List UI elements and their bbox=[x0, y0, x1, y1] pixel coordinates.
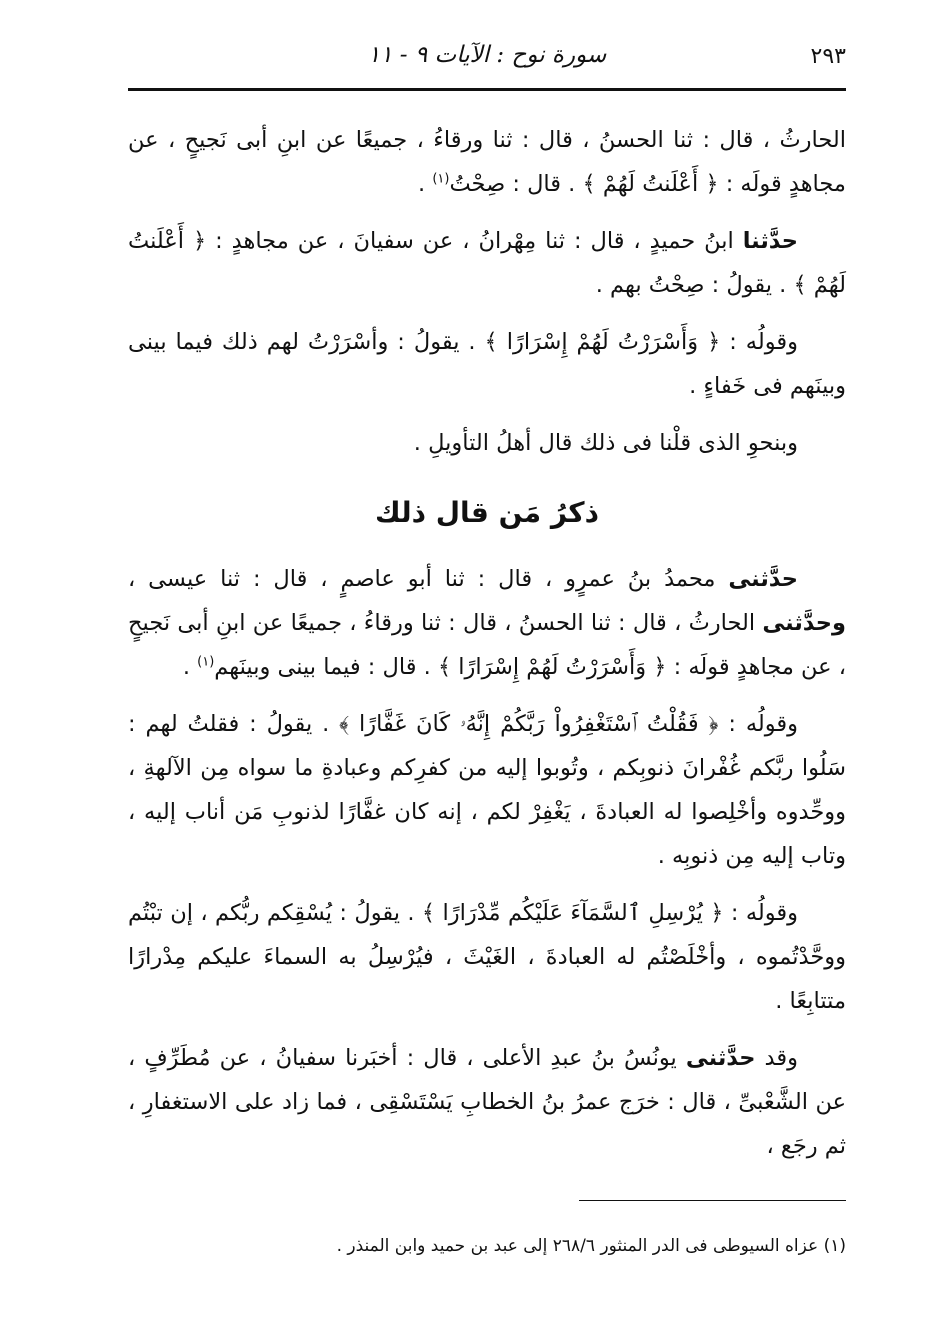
text-segment: وقولُه : bbox=[723, 900, 798, 926]
paragraph bbox=[128, 320, 846, 408]
footnote-marker: (١) bbox=[197, 654, 215, 670]
text-segment: الحارثُ ، قال : ثنا الحسنُ ، قال : ثنا ورقاءُ ، جميعًا عن ابنِ أبى نَجيحٍ ، عن مجاهدٍ قولَه : bbox=[128, 610, 846, 680]
quran-quote: ﴿ أَعْلَنتُ لَهُمْ ﴾ bbox=[128, 228, 846, 298]
text-segment: . قال : صِحْتُ bbox=[449, 171, 583, 197]
running-title: سورة نوح : الآيات ٩ - ١١ bbox=[367, 42, 607, 68]
paragraph bbox=[128, 421, 846, 465]
narration-word: حدَّثنى bbox=[728, 566, 798, 592]
text-segment: محمدُ بنُ عمرٍو ، قال : ثنا أبو عاصمٍ ، قال : ثنا عيسى ، bbox=[128, 566, 729, 592]
quran-quote: ﴿ فَقُلْتُ ٱسْتَغْفِرُواْ رَبَّكُمْ إِنَّهُۥ كَانَ غَفَّارًا ﴾ bbox=[339, 711, 719, 737]
text-segment: ذكرُ مَن قال ذلك bbox=[375, 496, 599, 529]
paragraph bbox=[128, 557, 846, 689]
narration-word: حدَّثنى bbox=[685, 1045, 756, 1071]
section-heading bbox=[128, 491, 846, 535]
header-rule bbox=[128, 88, 846, 91]
main-text bbox=[128, 118, 846, 1181]
quran-quote: ﴿ أَعْلَنتُ لَهُمْ ﴾ bbox=[582, 171, 719, 197]
paragraph bbox=[128, 702, 846, 878]
text-segment: وقولُه : bbox=[720, 329, 798, 355]
text-segment: يونُسُ بنُ عبدِ الأعلى ، قال : أخبَرنا سفيانُ ، عن مُطَرِّفٍ ، عن الشَّعْبىِّ ، قال : خرَج عمرُ بنُ الخطابِ يَسْتَسْقِى ، فما زاد على الاستغفارِ ، ثم رجَع ، bbox=[128, 1045, 846, 1159]
page-number: ٢٩٣ bbox=[810, 44, 846, 69]
paragraph bbox=[128, 891, 846, 1023]
text-segment: . يقولُ : وأسْرَرْتُ لهم ذلك فيما بينى وبينَهم فى خَفاءٍ . bbox=[128, 329, 846, 399]
footnote: (١) عزاه السيوطى فى الدر المنثور ٢٦٨/٦ إلى عبد بن حميد وابن المنذر . bbox=[336, 1236, 846, 1256]
footnote-rule bbox=[579, 1200, 846, 1201]
page-header bbox=[128, 40, 846, 80]
quran-quote: ﴿ وَأَسْرَرْتُ لَهُمْ إِسْرَارًا ﴾ bbox=[437, 654, 667, 680]
text-segment: . bbox=[182, 654, 198, 680]
quran-quote: ﴿ يُرْسِلِ ٱلسَّمَآءَ عَلَيْكُم مِّدْرَارًا ﴾ bbox=[421, 900, 724, 926]
narration-word: وحدَّثنى bbox=[762, 610, 846, 636]
text-segment: . bbox=[418, 171, 433, 197]
text-segment: وبنحوِ الذى قلْنا فى ذلك قال أهلُ التأويلِ . bbox=[413, 430, 798, 456]
narration-word: حدَّثنا bbox=[742, 228, 798, 254]
paragraph bbox=[128, 219, 846, 307]
footnote-marker: (١) bbox=[432, 171, 450, 187]
text-segment: . يقولُ : صِحْتُ بهم . bbox=[595, 272, 794, 298]
paragraph bbox=[128, 1036, 846, 1168]
quran-quote: ﴿ وَأَسْرَرْتُ لَهُمْ إِسْرَارًا ﴾ bbox=[484, 329, 721, 355]
text-segment: ابنُ حميدٍ ، قال : ثنا مِهْرانُ ، عن سفيانَ ، عن مجاهدٍ : bbox=[206, 228, 743, 254]
text-segment: الحارثُ ، قال : ثنا الحسنُ ، قال : ثنا ورقاءُ ، جميعًا عن ابنِ أبى نَجيحٍ ، عن مجاهدٍ قولَه : bbox=[128, 127, 846, 197]
paragraph bbox=[128, 118, 846, 206]
text-segment: وقد bbox=[755, 1045, 798, 1071]
text-segment: . قال : فيما بينى وبينَهم bbox=[214, 654, 438, 680]
text-segment: . يقولُ : فقلتُ لهم : سَلُوا ربَّكم غُفْرانَ ذنوبِكم ، وتُوبوا إليه من كفرِكم وعبادةِ ما سواه مِن الآلهةِ ، ووحِّدوه وأخْلِصوا له العبادةَ ، يَغْفِرْ لكم ، إنه كان غفَّارًا لذنوبِ مَن أناب إليه ، وتاب إليه مِن ذنوبِه . bbox=[128, 711, 846, 869]
text-segment: . يقولُ : يُسْقِكم ربُّكم ، إن تبْتُم ووحَّدْتُموه ، وأخْلَصْتُم له العبادةَ ، الغَيْثَ ، فيُرْسِلُ به السماءَ عليكم مِدْرارًا متتابِعًا . bbox=[128, 900, 846, 1014]
text-segment: وقولُه : bbox=[718, 711, 798, 737]
